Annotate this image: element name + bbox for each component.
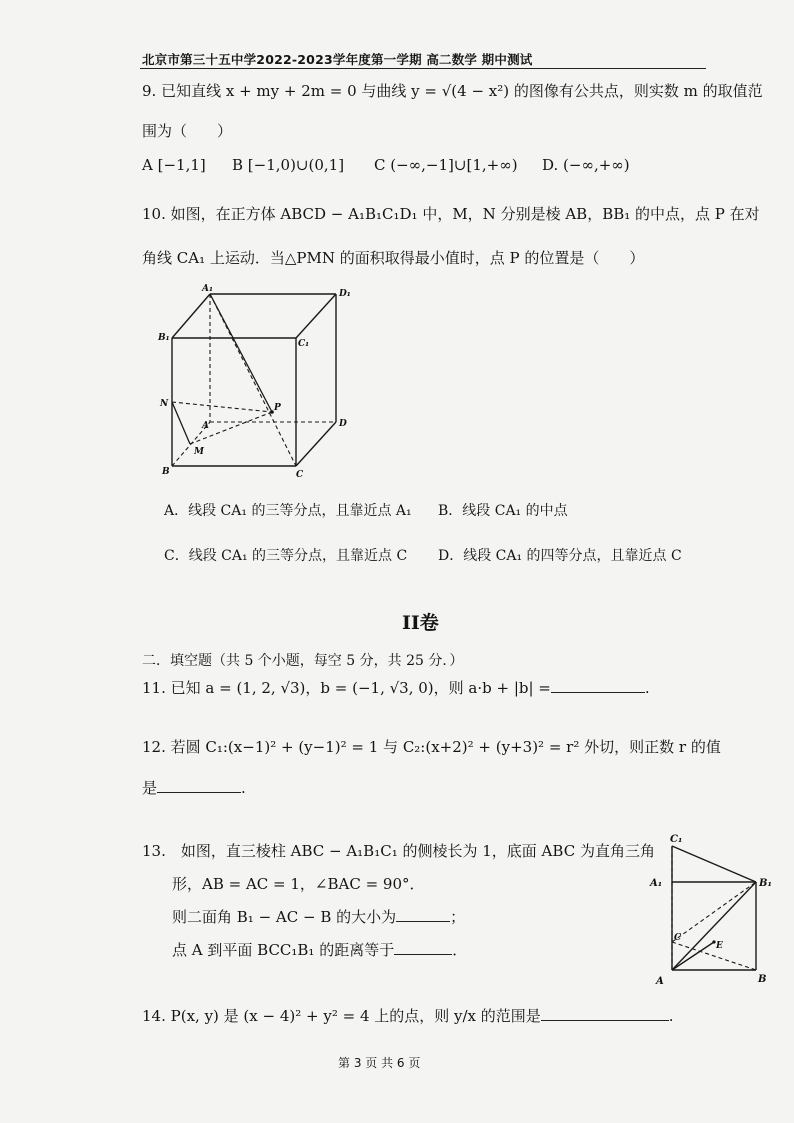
q10-label-d: D [339,419,347,429]
q10-option-d: D．线段 CA₁ 的四等分点，且靠近点 C [438,548,682,564]
q13-label-c1: C₁ [670,834,683,845]
q10-label-d1: D₁ [339,289,351,299]
q13-label-b: B [758,974,767,985]
q13-label-a1: A₁ [650,878,663,889]
q12-text: 是 [142,779,158,797]
q14-line [142,1005,674,1026]
q10-label-m: M [194,447,204,457]
q10-label-a: A [202,421,209,431]
q13-dihedral-text: 则二面角 B₁ − AC − B 的大小为 [172,908,397,926]
q9-option-b: B [−1,0)∪(0,1] [232,156,345,174]
q13-line4 [172,939,467,960]
q13-distance-blank[interactable] [394,940,452,955]
q14-text: 14. P(x, y) 是 (x − 4)² + y² = 4 上的点，则 y/x 的范围是 [142,1007,541,1025]
page-footer: 第 3 页 共 6 页 [338,1056,421,1070]
q10-stem-line1: 10. 如图，在正方体 ABCD − A₁B₁C₁D₁ 中，M，N 分别是棱 AB，BB₁ 的中点，点 P 在对 [142,205,760,223]
q11-text: 11. 已知 a = (1, 2, √3)，b = (−1, √3, 0)，则 a·b + |b| = [142,679,551,697]
q12-line2 [142,777,246,798]
header-rule [140,68,706,69]
q10-label-b1: B₁ [158,333,170,343]
q10-label-c1: C₁ [298,339,310,349]
q13-line4-end: ． [452,941,468,959]
q13-distance-text: 点 A 到平面 BCC₁B₁ 的距离等于 [172,941,395,959]
q13-line1: 13. 如图，直三棱柱 ABC − A₁B₁C₁ 的侧棱长为 1，底面 ABC 为直角三角 [142,842,655,860]
q9-option-d: D. (−∞,+∞) [542,156,630,174]
q10-label-c: C [296,470,304,480]
q13-prism-figure [648,830,780,992]
q9-option-a: A [−1,1] [142,156,206,174]
q9-stem-line1: 9. 已知直线 x + my + 2m = 0 与曲线 y = √(4 − x²) 的图像有公共点，则实数 m 的取值范 [142,82,763,100]
q13-label-b1: B₁ [759,878,772,889]
q11-answer-blank[interactable] [551,678,645,693]
q14-end: . [668,1007,674,1025]
q9-option-c: C (−∞,−1]∪[1,+∞) [374,156,518,174]
q10-label-a1: A₁ [202,284,213,294]
q12-end: . [241,779,246,797]
q12-answer-blank[interactable] [157,778,241,793]
q13-line3 [172,906,465,927]
q13-label-e: E [716,941,723,951]
q13-line3-end: ； [450,908,466,926]
q14-answer-blank[interactable] [541,1006,669,1021]
q10-option-b: B．线段 CA₁ 的中点 [438,503,568,519]
section-title: II卷 [402,612,439,634]
q10-option-a: A．线段 CA₁ 的三等分点，且靠近点 A₁ [164,503,412,519]
q13-label-a: A [656,976,664,987]
q12-line1: 12. 若圆 C₁:(x−1)² + (y−1)² = 1 与 C₂:(x+2)² + (y+3)² = r² 外切，则正数 r 的值 [142,738,721,756]
q11-line [142,677,650,698]
q11-end: . [644,679,650,697]
q9-stem-line2: 围为（ ） [142,122,233,140]
q13-line2: 形，AB = AC = 1，∠BAC = 90°． [172,875,425,893]
q10-option-c: C．线段 CA₁ 的三等分点，且靠近点 C [164,548,408,564]
q13-label-c: C [674,933,682,943]
q13-dihedral-blank[interactable] [396,907,450,922]
fill-blank-heading: 二．填空题（共 5 个小题，每空 5 分，共 25 分．） [142,653,464,669]
exam-header: 北京市第三十五中学2022-2023学年度第一学期 高二数学 期中测试 [142,52,533,67]
q10-label-p: P [274,403,281,413]
q10-label-b: B [162,467,170,477]
q10-label-n: N [160,399,169,409]
q10-cube-figure [150,280,360,480]
q10-stem-line2: 角线 CA₁ 上运动．当△PMN 的面积取得最小值时，点 P 的位置是（ ） [142,249,645,267]
